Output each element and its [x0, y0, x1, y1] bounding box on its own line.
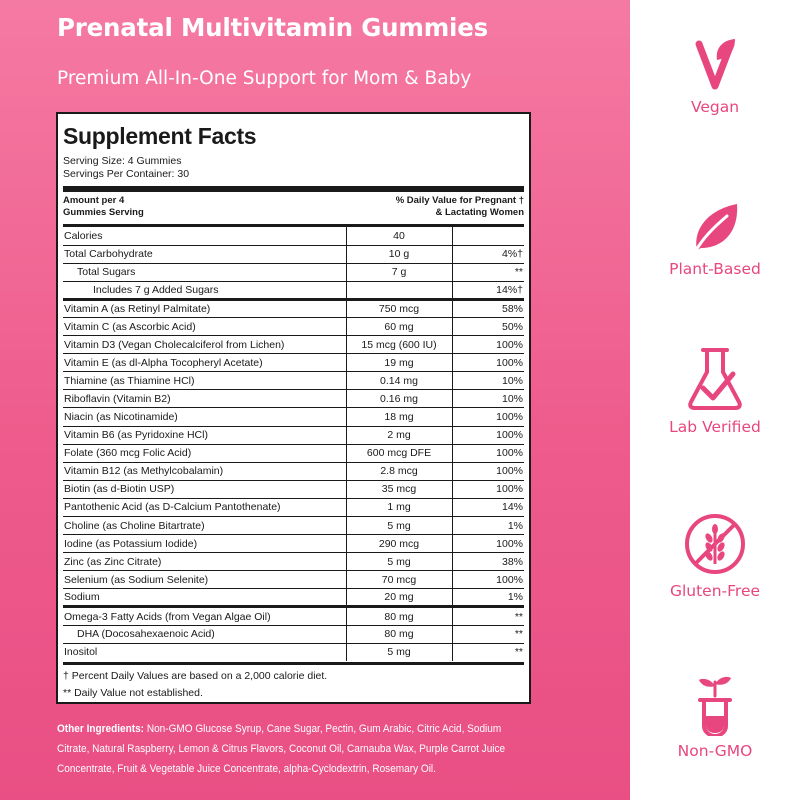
nutrient-name: Thiamine (as Thiamine HCl) — [63, 372, 346, 390]
nutrient-dv: ** — [452, 607, 524, 625]
nutrient-name: Vitamin B6 (as Pyridoxine HCl) — [63, 426, 346, 444]
footnote-divider — [63, 662, 524, 665]
nutrient-name: Folate (360 mcg Folic Acid) — [63, 444, 346, 462]
nutrient-dv: 1% — [452, 517, 524, 535]
nutrient-amount: 80 mg — [346, 625, 452, 643]
footnotes — [63, 668, 524, 702]
amount-header-line2: Gummies Serving — [63, 206, 144, 218]
nutrient-dv: 38% — [452, 553, 524, 571]
nutrient-amount: 5 mg — [346, 643, 452, 661]
nutrient-name: Niacin (as Nicotinamide) — [63, 408, 346, 426]
supplement-facts-panel — [56, 112, 531, 704]
table-row — [63, 299, 524, 317]
nutrient-amount: 70 mcg — [346, 571, 452, 589]
nutrient-amount: 0.14 mg — [346, 372, 452, 390]
test-tube-sprout-icon — [690, 674, 740, 736]
nutrient-name: Iodine (as Potassium Iodide) — [63, 535, 346, 553]
nutrient-name: Selenium (as Sodium Selenite) — [63, 571, 346, 589]
nutrient-dv: 100% — [452, 444, 524, 462]
nutrient-amount: 7 g — [346, 263, 452, 281]
nutrient-dv: 100% — [452, 336, 524, 354]
facts-title: Supplement Facts — [63, 123, 257, 149]
nutrient-dv: 4%† — [452, 245, 524, 263]
ingredients-text: Non-GMO Glucose Syrup, Cane Sugar, Pectin, Gum Arabic, Citric Acid, Sodium Citrate, Natural Raspberry, Lemon & Citrus Flavors, Coconut Oil, Carnauba Wax, Purple Carrot Juice Concentrate, Fruit & Vegetable Juice Concentrate, alpha-Cyclodextrin, Rosemary Oil. — [57, 723, 506, 775]
nutrient-amount: 5 mg — [346, 517, 452, 535]
nutrient-amount: 18 mg — [346, 408, 452, 426]
badge-gluten-free — [630, 512, 800, 600]
badge-plant-based — [630, 200, 800, 278]
badge-lab-verified — [630, 346, 800, 436]
table-row — [63, 643, 524, 661]
leaf-icon — [685, 200, 745, 254]
badge-label: Lab Verified — [669, 418, 761, 436]
nutrient-amount: 290 mcg — [346, 535, 452, 553]
table-row — [63, 354, 524, 372]
nutrient-amount: 60 mg — [346, 317, 452, 335]
nutrient-dv: 100% — [452, 462, 524, 480]
nutrient-table — [63, 227, 524, 661]
nutrient-dv: 10% — [452, 390, 524, 408]
badge-label: Plant-Based — [669, 260, 761, 278]
nutrient-dv: 100% — [452, 571, 524, 589]
nutrient-dv: ** — [452, 625, 524, 643]
nutrient-name: Choline (as Choline Bitartrate) — [63, 517, 346, 535]
table-row — [63, 517, 524, 535]
nutrient-dv: 10% — [452, 372, 524, 390]
nutrient-amount — [346, 281, 452, 299]
nutrient-name: Zinc (as Zinc Citrate) — [63, 553, 346, 571]
serving-size: Serving Size: 4 Gummies — [63, 155, 182, 167]
nutrient-amount: 80 mg — [346, 607, 452, 625]
table-row — [63, 589, 524, 607]
nutrient-amount: 40 — [346, 227, 452, 245]
facts-column-header — [63, 192, 524, 224]
table-row — [63, 408, 524, 426]
badge-label: Non-GMO — [677, 742, 753, 760]
table-row — [63, 480, 524, 498]
nutrient-amount: 2.8 mcg — [346, 462, 452, 480]
nutrient-name: Inositol — [64, 646, 98, 659]
badge-label: Vegan — [690, 98, 740, 116]
nutrient-amount: 19 mg — [346, 354, 452, 372]
nutrient-amount: 10 g — [346, 245, 452, 263]
nutrient-amount: 15 mcg (600 IU) — [346, 336, 452, 354]
table-row — [63, 372, 524, 390]
table-row — [63, 317, 524, 335]
nutrient-dv: ** — [514, 646, 523, 659]
nutrient-dv: 100% — [452, 354, 524, 372]
nutrient-name: Total Carbohydrate — [63, 245, 346, 263]
nutrient-name: Omega-3 Fatty Acids (from Vegan Algae Oil) — [63, 607, 346, 625]
table-row — [63, 444, 524, 462]
nutrient-amount: 0.16 mg — [346, 390, 452, 408]
nutrient-name: Includes 7 g Added Sugars — [63, 281, 346, 299]
dv-header-line1: % Daily Value for Pregnant † — [395, 195, 524, 206]
nutrient-dv: 14% — [452, 498, 524, 516]
table-row — [63, 263, 524, 281]
product-title: Prenatal Multivitamin Gummies — [57, 13, 489, 42]
table-row — [63, 607, 524, 625]
nutrient-amount: 600 mcg DFE — [346, 444, 452, 462]
nutrient-name: DHA (Docosahexaenoic Acid) — [63, 625, 346, 643]
flask-check-icon — [685, 346, 745, 412]
nutrient-amount: 20 mg — [346, 589, 452, 607]
table-row — [63, 227, 524, 245]
table-row — [63, 571, 524, 589]
nutrient-dv — [452, 227, 524, 245]
table-row — [63, 498, 524, 516]
table-row — [63, 390, 524, 408]
nutrient-name: Vitamin B12 (as Methylcobalamin) — [63, 462, 346, 480]
nutrient-dv: 1% — [452, 589, 524, 607]
nutrient-amount: 2 mg — [346, 426, 452, 444]
table-row — [63, 535, 524, 553]
nutrient-amount: 1 mg — [346, 498, 452, 516]
nutrient-name: Vitamin A (as Retinyl Palmitate) — [63, 299, 346, 317]
other-ingredients — [57, 719, 531, 779]
nutrient-name: Vitamin C (as Ascorbic Acid) — [63, 317, 346, 335]
nutrient-name: Vitamin E (as dl-Alpha Tocopheryl Acetate) — [63, 354, 346, 372]
nutrient-dv: ** — [452, 263, 524, 281]
amount-header-line1: Amount per 4 — [63, 195, 125, 206]
badge-vegan — [630, 36, 800, 116]
nutrient-name: Vitamin D3 (Vegan Cholecalciferol from Lichen) — [63, 336, 346, 354]
nutrient-amount: 750 mcg — [346, 299, 452, 317]
ingredients-label: Other Ingredients: — [57, 723, 145, 735]
nutrient-dv: 100% — [452, 426, 524, 444]
footnote-daily-value: † Percent Daily Values are based on a 2,000 calorie diet. — [63, 670, 328, 683]
table-row — [63, 553, 524, 571]
nutrient-dv: 14%† — [452, 281, 524, 299]
dv-header-line2: & Lactating Women — [435, 206, 524, 218]
nutrient-dv: 50% — [452, 317, 524, 335]
nutrient-amount: 5 mg — [346, 553, 452, 571]
nutrient-name: Biotin (as d-Biotin USP) — [63, 480, 346, 498]
table-row — [63, 426, 524, 444]
nutrient-dv: 100% — [452, 408, 524, 426]
no-wheat-icon — [683, 512, 747, 576]
nutrient-name: Sodium — [63, 589, 346, 607]
badge-label: Gluten-Free — [669, 582, 761, 600]
nutrient-amount: 35 mcg — [346, 480, 452, 498]
footnote-not-established: ** Daily Value not established. — [63, 687, 203, 700]
vegan-v-leaf-icon — [685, 36, 745, 92]
product-subtitle: Premium All-In-One Support for Mom & Baby — [57, 68, 472, 89]
table-row — [63, 462, 524, 480]
nutrient-dv: 100% — [452, 480, 524, 498]
table-row — [63, 281, 524, 299]
nutrient-name: Total Sugars — [63, 263, 346, 281]
nutrient-name: Riboflavin (Vitamin B2) — [63, 390, 346, 408]
nutrient-name: Calories — [63, 227, 346, 245]
servings-per-container: Servings Per Container: 30 — [63, 168, 190, 180]
table-row — [63, 245, 524, 263]
nutrient-name: Pantothenic Acid (as D-Calcium Pantothenate) — [63, 498, 346, 516]
table-row — [63, 336, 524, 354]
table-row — [63, 625, 524, 643]
nutrient-dv: 58% — [452, 299, 524, 317]
badge-non-gmo — [630, 674, 800, 760]
nutrient-dv: 100% — [452, 535, 524, 553]
